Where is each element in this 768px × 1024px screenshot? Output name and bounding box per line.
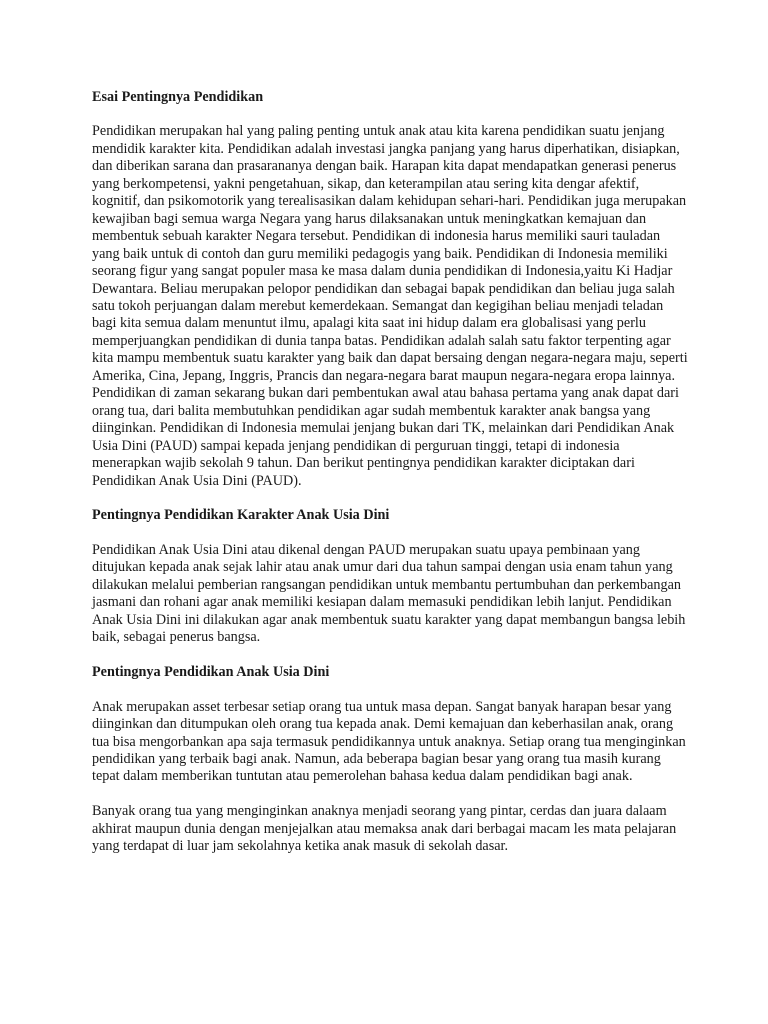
document-title: Esai Pentingnya Pendidikan (92, 89, 264, 105)
section-heading-anak-usia-dini: Pentingnya Pendidikan Anak Usia Dini (92, 664, 330, 681)
section-karakter-paragraph: Pendidikan Anak Usia Dini atau dikenal dengan PAUD merupakan suatu upaya pembinaan yang ditujukan kepada anak sejak lahir atau anak umur dari dua tahun sampai dengan usia enam tahun yang dilakukan melalui pemberian rangsangan pendidikan untuk membantu pertumbuhan dan perkembangan jasmani dan rohani agar anak memiliki kesiapan dalam memasuki pendidikan lebih lanjut. Pendidikan Anak Usia Dini ini dilakukan agar anak membentuk suatu karakter yang dapat membangun bangsa lebih baik, sebagai penerus bangsa. (92, 541, 686, 646)
section-heading-karakter: Pentingnya Pendidikan Karakter Anak Usia Dini (92, 507, 390, 524)
document-body (92, 89, 690, 873)
section-anak-usia-dini-paragraph-2: Banyak orang tua yang menginginkan anaknya menjadi seorang yang pintar, cerdas dan juara dalaam akhirat maupun dunia dengan menjejalkan atau memaksa anak dari berbagai macam les mata pelajaran yang terdapat di luar jam sekolahnya ketika anak masuk di sekolah dasar. (92, 803, 677, 855)
section-anak-usia-dini-paragraph-1: Anak merupakan asset terbesar setiap orang tua untuk masa depan. Sangat banyak harapan besar yang diinginkan dan ditumpukan oleh orang tua kepada anak. Demi kemajuan dan keberhasilan anak, orang tua bisa mengorbankan apa saja termasuk pendidikannya untuk anaknya. Setiap orang tua menginginkan pendidikan yang terbaik bagi anak. Namun, ada beberapa bagian besar yang orang tua masih kurang tepat dalam memberikan tuntutan atau pemerolehan bahasa kedua dalam pendidikan bagi anak. (92, 698, 686, 785)
intro-paragraph: Pendidikan merupakan hal yang paling penting untuk anak atau kita karena pendidikan suatu jenjang mendidik karakter kita. Pendidikan adalah investasi jangka panjang yang harus diperhatikan, disiapkan, dan diberikan sarana dan prasarananya dengan baik. Harapan kita dapat mendapatkan generasi penerus yang berkompetensi, yakni pengetahuan, sikap, dan keterampilan atau sering kita dengar afektif, kognitif, dan psikomotorik yang terealisasikan dalam kehidupan sehari-hari. Pendidikan juga merupakan kewajiban bagi semua warga Negara yang harus dilaksanakan untuk meningkatkan kemajuan dan membentuk sebuah karakter Negara tersebut. Pendidikan di indonesia harus memiliki sauri tauladan yang baik untuk di contoh dan guru memiliki pedagogis yang baik. Pendidikan di Indonesia memiliki seorang figur yang sangat populer masa ke masa dalam dunia pendidikan di Indonesia,yaitu Ki Hadjar Dewantara. Beliau merupakan pelopor pendidikan dan sebagai bapak pendidikan dan beliau juga salah satu tokoh perjuangan dalam merebut kemerdekaan. Semangat dan kegigihan beliau menjadi teladan bagi kita semua dalam menuntut ilmu, apalagi kita saat ini hidup dalam era globalisasi yang perlu memperjuangkan pendidikan di dunia tanpa batas. Pendidikan adalah salah satu faktor terpenting agar kita mampu membentuk suatu karakter yang baik dan dapat bersaing dengan negara-negara maju, seperti Amerika, Cina, Jepang, Inggris, Prancis dan negara-negara barat maupun negara-negara eropa lainnya. Pendidikan di zaman sekarang bukan dari pembentukan awal atau bahasa pertama yang anak dapat dari orang tua, dari balita membutuhkan pendidikan agar sudah membentuk karakter anak bangsa yang diinginkan. Pendidikan di Indonesia memulai jenjang bukan dari TK, melainkan dari Pendidikan Anak Usia Dini (PAUD) sampai kepada jenjang pendidikan di perguruan tinggi, tetapi di indonesia menerapkan wajib sekolah 9 tahun. Dan berikut pentingnya pendidikan karakter diciptakan dari Pendidikan Anak Usia Dini (PAUD). (92, 123, 688, 489)
